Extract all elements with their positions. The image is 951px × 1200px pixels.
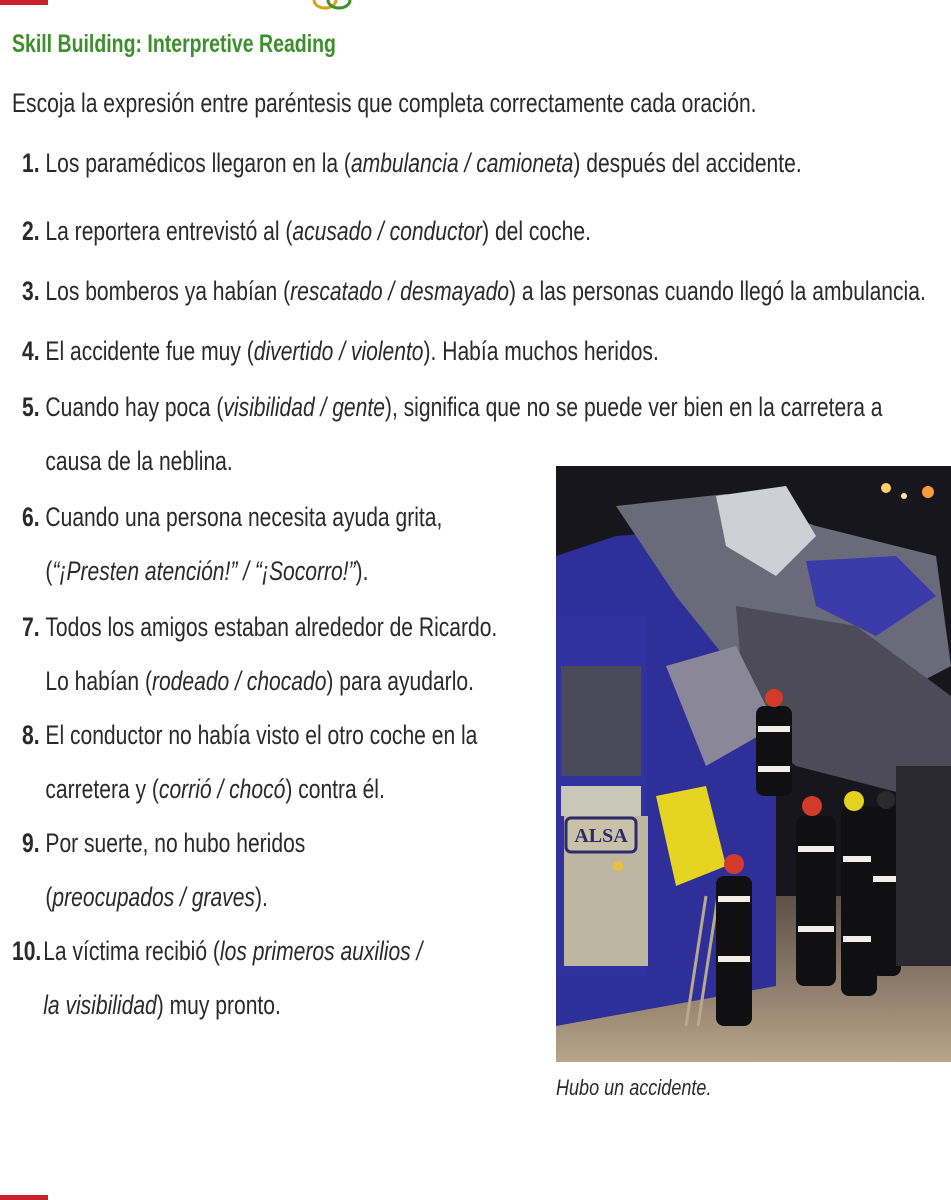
photo-caption: Hubo un accidente. [556, 1075, 712, 1100]
firefighter-3 [796, 796, 836, 986]
instructions: Escoja la expresión entre paréntesis que completa correctamente cada oración. [12, 88, 757, 118]
question-6: 6. Cuando una persona necesita ayuda grita, (“¡Presten atención!” / “¡Socorro!”). [22, 490, 442, 598]
question-number: 2. [22, 216, 40, 246]
question-continuation: (preocupados / graves). [45, 882, 268, 912]
question-2: 2. La reportera entrevistó al (acusado / conductor) del coche. [22, 204, 591, 258]
question-continuation: Lo habían (rodeado / chocado) para ayudarlo. [45, 666, 474, 696]
question-7: 7. Todos los amigos estaban alrededor de Ricardo. Lo habían (rodeado / chocado) para ayudarlo. [22, 600, 497, 708]
top-accent-bar [0, 0, 48, 5]
answer-choices: rodeado / chocado [151, 666, 327, 696]
answer-choices: los primeros auxilios / [219, 936, 423, 966]
question-continuation: carretera y (corrió / chocó) contra él. [45, 774, 385, 804]
question-number: 10. [12, 936, 42, 966]
answer-choices: divertido / violento [253, 336, 424, 366]
section-title: Skill Building: Interpretive Reading [12, 30, 336, 58]
answer-choices: ambulancia / camioneta [350, 148, 574, 178]
question-number: 1. [22, 148, 40, 178]
question-9: 9. Por suerte, no hubo heridos (preocupados / graves). [22, 816, 305, 924]
bottom-accent-bar [0, 1195, 48, 1200]
question-number: 9. [22, 828, 40, 858]
question-continuation: la visibilidad) muy pronto. [43, 990, 281, 1020]
question-continuation: causa de la neblina. [45, 446, 233, 476]
accident-photo [556, 466, 951, 1062]
question-number: 7. [22, 612, 40, 642]
answer-choices: preocupados / graves [52, 882, 255, 912]
answer-choices: visibilidad / gente [223, 392, 385, 422]
question-number: 4. [22, 336, 40, 366]
question-continuation: (“¡Presten atención!” / “¡Socorro!”). [45, 556, 369, 586]
answer-choices: acusado / conductor [292, 216, 483, 246]
question-4: 4. El accidente fue muy (divertido / violento). Había muchos heridos. [22, 324, 659, 378]
answer-choices: “¡Presten atención!” / “¡Socorro!” [52, 556, 356, 586]
answer-choices: rescatado / desmayado [290, 276, 510, 306]
question-number: 8. [22, 720, 40, 750]
question-number: 5. [22, 392, 40, 422]
accident-scene-illustration [556, 466, 951, 1062]
answer-choices: la visibilidad [43, 990, 157, 1020]
question-10: 10.La víctima recibió (los primeros auxilios / la visibilidad) muy pronto. [12, 924, 422, 1032]
question-1: 1. Los paramédicos llegaron en la (ambulancia / camioneta) después del accidente. [22, 136, 802, 190]
brand-logo-icon [310, 0, 354, 12]
question-3: 3. Los bomberos ya habían (rescatado / desmayado) a las personas cuando llegó la ambulancia. [22, 264, 926, 318]
question-5: 5. Cuando hay poca (visibilidad / gente), significa que no se puede ver bien en la carretera a causa de la neblina. [22, 380, 882, 488]
question-number: 3. [22, 276, 40, 306]
answer-choices: corrió / chocó [158, 774, 286, 804]
question-number: 6. [22, 502, 40, 532]
firefighter-2 [716, 854, 752, 1026]
question-8: 8. El conductor no había visto el otro coche en la carretera y (corrió / chocó) contra él. [22, 708, 477, 816]
bus-brand-label: ALSA [574, 825, 628, 847]
